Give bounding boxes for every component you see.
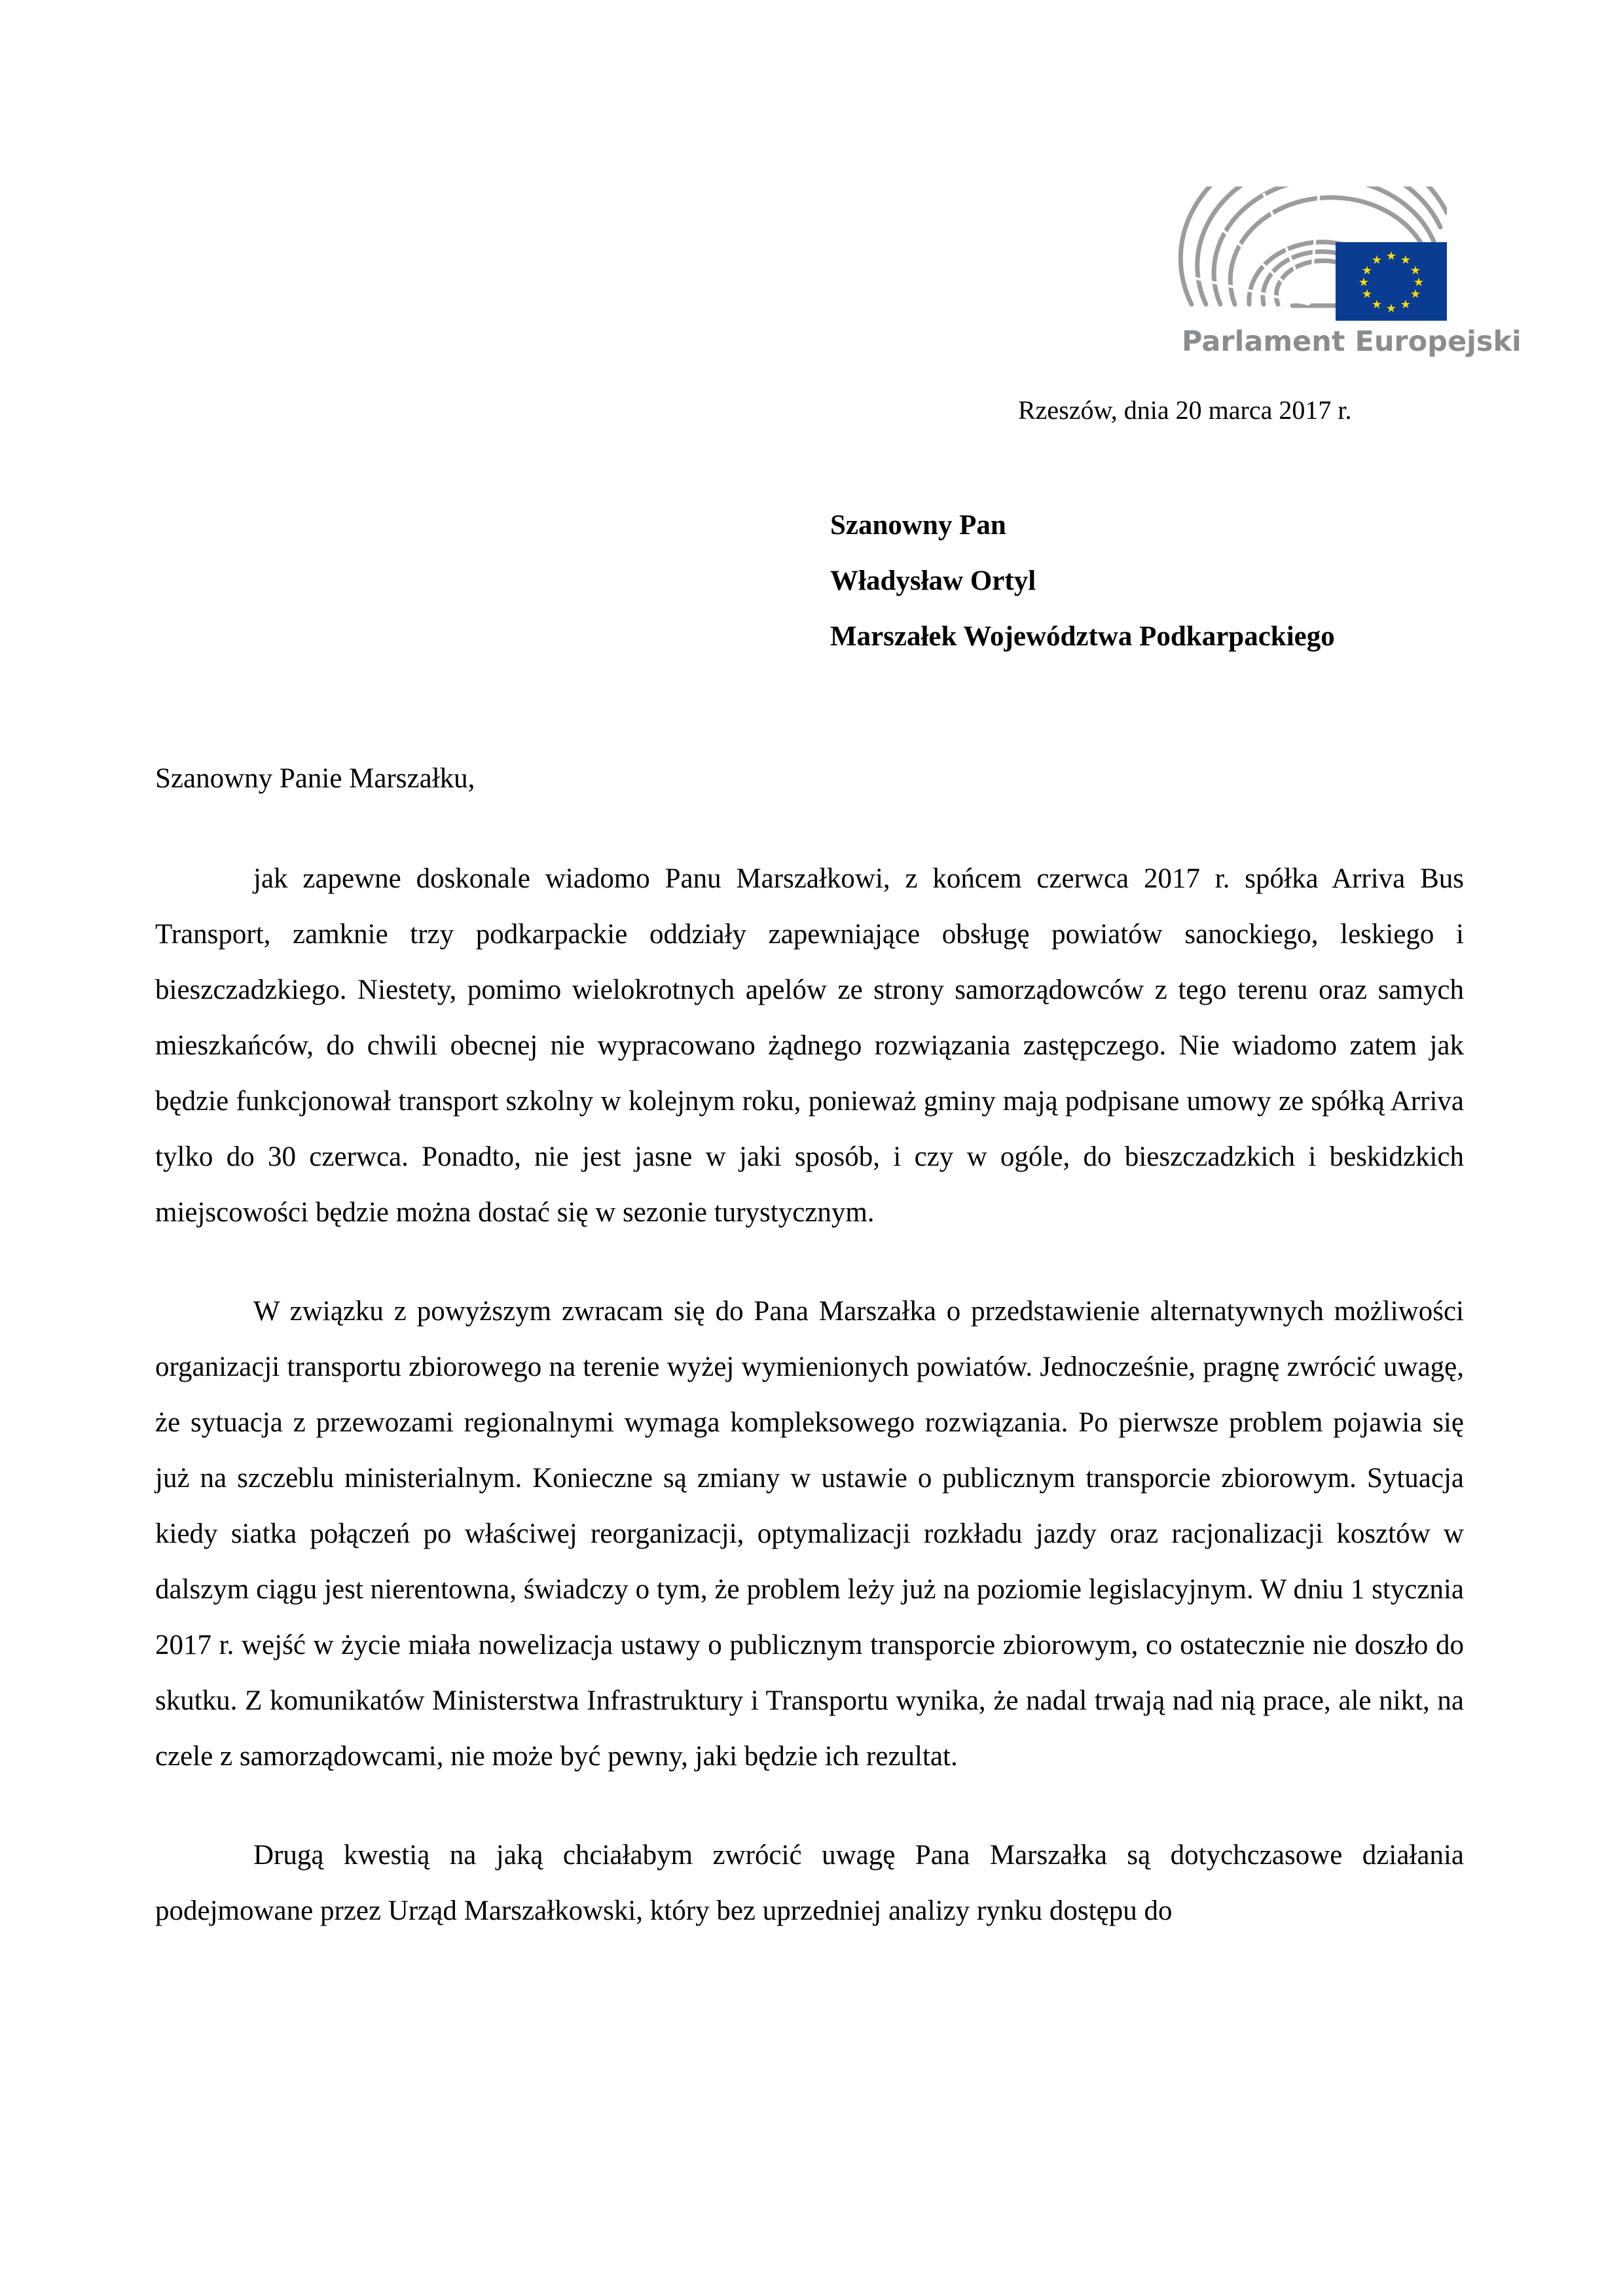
place-date: Rzeszów, dnia 20 marca 2017 r.	[1018, 395, 1352, 425]
svg-text:★: ★	[1410, 287, 1421, 301]
paragraph-3: Drugą kwestią na jaką chciałabym zwrócić uwagę Pana Marszałka są dotychczasowe działania podejmowane przez Urząd Marszałkowski, który bez uprzedniej analizy rynku dostępu do	[155, 1840, 1464, 1926]
salutation: Szanowny Panie Marszałku,	[155, 763, 475, 794]
svg-text:★: ★	[1400, 298, 1412, 312]
svg-text:★: ★	[1358, 276, 1370, 289]
svg-text:★: ★	[1371, 298, 1383, 312]
recipient-block	[830, 497, 1335, 664]
svg-text:★: ★	[1385, 302, 1397, 315]
svg-text:★: ★	[1361, 287, 1373, 301]
recipient-line-1: Szanowny Pan	[830, 510, 1006, 541]
letter-body	[155, 851, 1464, 1982]
svg-text:★: ★	[1385, 249, 1397, 263]
logo-text: Parlament Europejski	[1182, 325, 1522, 358]
svg-text:★: ★	[1361, 264, 1373, 278]
svg-text:★: ★	[1410, 264, 1421, 278]
svg-text:★: ★	[1400, 253, 1412, 267]
recipient-line-3: Marszałek Województwa Podkarpackiego	[830, 621, 1335, 652]
svg-text:★: ★	[1413, 276, 1425, 289]
recipient-line-2: Władysław Ortyl	[830, 565, 1036, 596]
svg-text:★: ★	[1371, 253, 1383, 267]
paragraph-1: jak zapewne doskonale wiadomo Panu Marszałkowi, z końcem czerwca 2017 r. spółka Arriva Bus Transport, zamknie trzy podkarpackie oddziały zapewniające obsługę powiatów sanockiego, leskiego i bieszczadzkiego. Niestety, pomimo wielokrotnych apelów ze strony samorządowców z tego terenu oraz samych mieszkańców, do chwili obecnej nie wypracowano żądnego rozwiązania zastępczego. Nie wiadomo zatem jak będzie funkcjonował transport szkolny w kolejnym roku, ponieważ gminy mają podpisane umowy ze spółką Arriva tylko do 30 czerwca. Ponadto, nie jest jasne w jaki sposób, i czy w ogóle, do bieszczadzkich i beskidzkich miejscowości będzie można dostać się w sezonie turystycznym.	[155, 863, 1464, 1228]
paragraph-2: W związku z powyższym zwracam się do Pana Marszałka o przedstawienie alternatywnych możliwości organizacji transportu zbiorowego na terenie wyżej wymienionych powiatów. Jednocześnie, pragnę zwrócić uwagę, że sytuacja z przewozami regionalnymi wymaga kompleksowego rozwiązania. Po pierwsze problem pojawia się już na szczeblu ministerialnym. Konieczne są zmiany w ustawie o publicznym transporcie zbiorowym. Sytuacja kiedy siatka połączeń po właściwej reorganizacji, optymalizacji rozkładu jazdy oraz racjonalizacji kosztów w dalszym ciągu jest nierentowna, świadczy o tym, że problem leży już na poziomie legislacyjnym. W dniu 1 stycznia 2017 r. wejść w życie miała nowelizacja ustawy o publicznym transporcie zbiorowym, co ostatecznie nie doszło do skutku. Z komunikatów Ministerstwa Infrastruktury i Transportu wynika, że nadal trwają nad nią prace, ale nikt, na czele z samorządowcami, nie może być pewny, jaki będzie ich rezultat.	[155, 1296, 1464, 1772]
hemicycle-flag-icon	[1178, 187, 1447, 324]
european-parliament-logo	[1178, 187, 1522, 376]
